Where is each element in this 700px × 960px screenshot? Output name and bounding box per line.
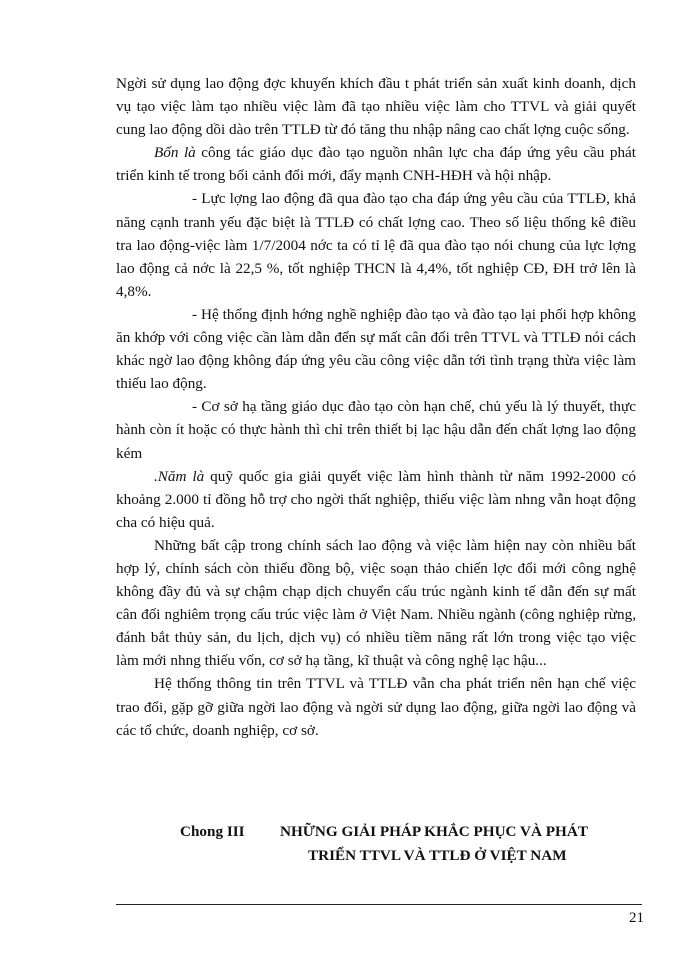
paragraph-career-orientation: - Hệ thống định hớng nghề nghiệp đào tạo và đào tạo lại phối hợp không ăn khớp với công việc cần làm dẫn đến sự mất cân đối trên TTVL và TTLĐ nói cách khác ngờ lao động không đáp ứng yêu cầu công việc dẫn tới tình trạng thừa việc làm thiếu lao động. [116,305,636,393]
body-text [116,72,636,742]
paragraph-information-system: Hệ thống thông tin trên TTVL và TTLĐ vẫn cha phát triển nên hạn chế việc trao đổi, gặp gỡ giữa ngời lao động và ngời sử dụng lao động, giữa ngời lao động và các tổ chức, doanh nghiệp, cơ sở. [116,675,636,739]
paragraph-education-training [116,141,636,187]
paragraph-employment-fund [116,465,636,534]
page-number: 21 [629,910,644,926]
paragraph-trained-workforce: - Lực lợng lao động đã qua đào tạo cha đáp ứng yêu cầu của TTLĐ, khả năng cạnh tranh yếu đặc biệt là TTLĐ có chất lợng cao. Theo số liệu thống kê điều tra lao động-việc làm 1/7/2004 nớc ta có tỉ lệ đã qua đào tạo nói chung của lực lợng lao động cả nớc là 22,5 %, tốt nghiệp THCN là 4,4%, tốt nghiệp CĐ, ĐH trở lên là 4,8%. [116,190,636,300]
paragraph-education-training-text: công tác giáo dục đào tạo nguồn nhân lực cha đáp ứng yêu cầu phát triển kinh tế trong bối cảnh đổi mới, đẩy mạnh CNH-HĐH và hội nhập. [116,144,636,185]
chapter-number: Chong III [180,823,245,840]
chapter-heading [180,820,640,868]
footer-divider [116,904,642,905]
paragraph-lead-nam-la: .Năm là [154,467,205,485]
paragraph-policy-shortcomings: Những bất cập trong chính sách lao động và việc làm hiện nay còn nhiều bất hợp lý, chính sách còn thiếu đồng bộ, việc soạn thảo chiến lợc đổi mới công nghệ không đầy đủ và sự chậm chạp dịch chuyển cấu trúc ngành kinh tế dẫn đến sự mất cân đối nghiêm trọng cấu trúc việc làm ở Việt Nam. Nhiều ngành (công nghiệp rừng, đánh bắt thủy sản, du lịch, dịch vụ) có nhiều tiềm năng rất lớn trong việc tạo việc làm mới nhng thiếu vốn, cơ sở hạ tầng, kĩ thuật và công nghệ lạc hậu... [116,536,636,670]
paragraph-employer-investment: Ngời sử dụng lao động đợc khuyến khích đầu t phát triển sản xuất kinh doanh, dịch vụ tạo việc làm tạo nhiều việc làm đã tạo nhiều việc làm cho TTVL và giải quyết cung lao động dồi dào trên TTLĐ từ đó tăng thu nhập nâng cao chất lợng cuộc sống. [116,75,636,139]
paragraph-lead-bon-la: Bốn là [154,144,196,162]
paragraph-employment-fund-text: quỹ quốc gia giải quyết việc làm hình thành từ năm 1992-2000 có khoảng 2.000 tỉ đồng hỗ trợ cho ngời thất nghiệp, thiếu việc làm nhng vẫn hoạt động cha có hiệu quả. [116,467,636,531]
chapter-title-line-1: NHỮNG GIẢI PHÁP KHẮC PHỤC VÀ PHÁT [280,823,588,840]
paragraph-education-infrastructure: - Cơ sở hạ tầng giáo dục đào tạo còn hạn chế, chủ yếu là lý thuyết, thực hành còn ít hoặc có thực hành thì chỉ trên thiết bị lạc hậu dẫn đến chất lợng lao động kém [116,398,636,462]
chapter-title-line-2: TRIỂN TTVL VÀ TTLĐ Ở VIỆT NAM [308,847,567,864]
